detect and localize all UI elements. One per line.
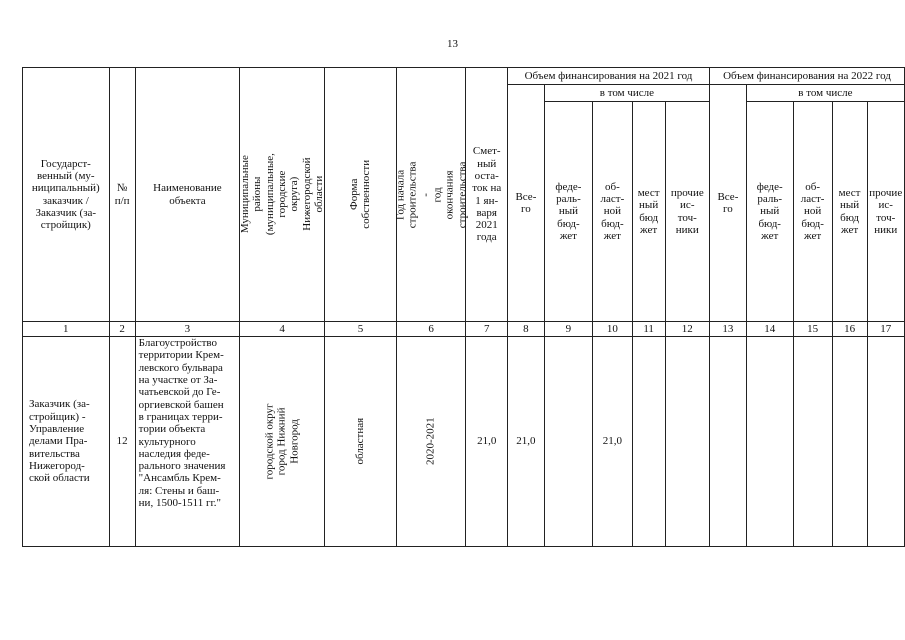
header-regional-2021: об- ласт- ной бюд- жет [593, 102, 633, 322]
row-municipal-district [240, 337, 325, 547]
column-number: 7 [466, 322, 508, 337]
header-other-2021: прочие ис- точ- ники [665, 102, 710, 322]
header-federal-2021: феде- раль- ный бюд- жет [544, 102, 592, 322]
row-customer: Заказчик (за- стройщик) - Управление делами Пра- вительства Нижегород- ской области [23, 337, 110, 547]
column-number: 10 [593, 322, 633, 337]
column-number: 4 [240, 322, 325, 337]
row-total-2021: 21,0 [508, 337, 545, 547]
header-funding-2021: Объем финансирования на 2021 год [508, 68, 710, 85]
header-local-2022: мест ный бюд жет [832, 102, 867, 322]
header-num: № п/п [109, 68, 135, 322]
row-years-text: 2020-2021 [425, 417, 438, 466]
header-including-2022: в том числе [746, 85, 904, 102]
header-ownership [325, 68, 397, 322]
column-number: 8 [508, 322, 545, 337]
column-number: 5 [325, 322, 397, 337]
row-federal-2022 [746, 337, 793, 547]
page-number: 13 [447, 38, 458, 50]
row-federal-2021 [544, 337, 592, 547]
table-row [23, 337, 905, 547]
column-number: 13 [710, 322, 747, 337]
row-other-2022 [867, 337, 904, 547]
header-federal-2022: феде- раль- ный бюд- жет [746, 102, 793, 322]
header-funding-2022: Объем финансирования на 2022 год [710, 68, 905, 85]
header-ownership-text: Форма собственности [348, 160, 373, 229]
column-number: 9 [544, 322, 592, 337]
row-years [396, 337, 466, 547]
column-number: 12 [665, 322, 710, 337]
row-regional-2021: 21,0 [593, 337, 633, 547]
header-total-2022: Все- го [710, 85, 747, 322]
row-estimated-remainder: 21,0 [466, 337, 508, 547]
header-municipal-district-text: Муниципальные районы (муниципальные, городские округа) Нижегородской области [239, 153, 325, 236]
column-number: 17 [867, 322, 904, 337]
row-local-2021 [632, 337, 665, 547]
column-number: 16 [832, 322, 867, 337]
row-ownership-text: областная [354, 418, 367, 465]
header-regional-2022: об- ласт- ной бюд- жет [793, 102, 832, 322]
column-number: 6 [396, 322, 466, 337]
header-local-2021: мест ный бюд жет [632, 102, 665, 322]
header-municipal-district [240, 68, 325, 322]
header-row-1 [23, 68, 905, 85]
column-number: 15 [793, 322, 832, 337]
column-number-row [23, 322, 905, 337]
financing-table [22, 67, 905, 547]
row-ownership [325, 337, 397, 547]
row-total-2022 [710, 337, 747, 547]
column-number: 11 [632, 322, 665, 337]
column-number: 3 [135, 322, 239, 337]
header-including-2021: в том числе [544, 85, 709, 102]
row-other-2021 [665, 337, 710, 547]
column-number: 2 [109, 322, 135, 337]
header-years-text: Год начала строительства - год окончания строительства [394, 161, 468, 228]
column-number: 14 [746, 322, 793, 337]
header-estimated-remainder: Смет- ный оста- ток на 1 ян- варя 2021 года [466, 68, 508, 322]
row-regional-2022 [793, 337, 832, 547]
header-object-name: Наименование объекта [135, 68, 239, 322]
row-local-2022 [832, 337, 867, 547]
row-municipal-district-text: городской округ город Нижний Новгород [263, 403, 301, 480]
header-customer: Государст- венный (му- ниципальный) заказчик / Заказчик (за- стройщик) [23, 68, 110, 322]
row-object: Благоустройство территории Крем- левского бульвара на участке от За- чатьевской до Ге- оргиевской башен в границах терри- тории объекта культурного наследия феде- рального значения "Ансамбль Крем- ля: Стены и баш- ни, 1500-1511 гг." [135, 337, 239, 547]
header-years [396, 68, 466, 322]
column-number: 1 [23, 322, 110, 337]
header-other-2022: прочие ис- точ- ники [867, 102, 904, 322]
row-num: 12 [109, 337, 135, 547]
header-total-2021: Все- го [508, 85, 545, 322]
